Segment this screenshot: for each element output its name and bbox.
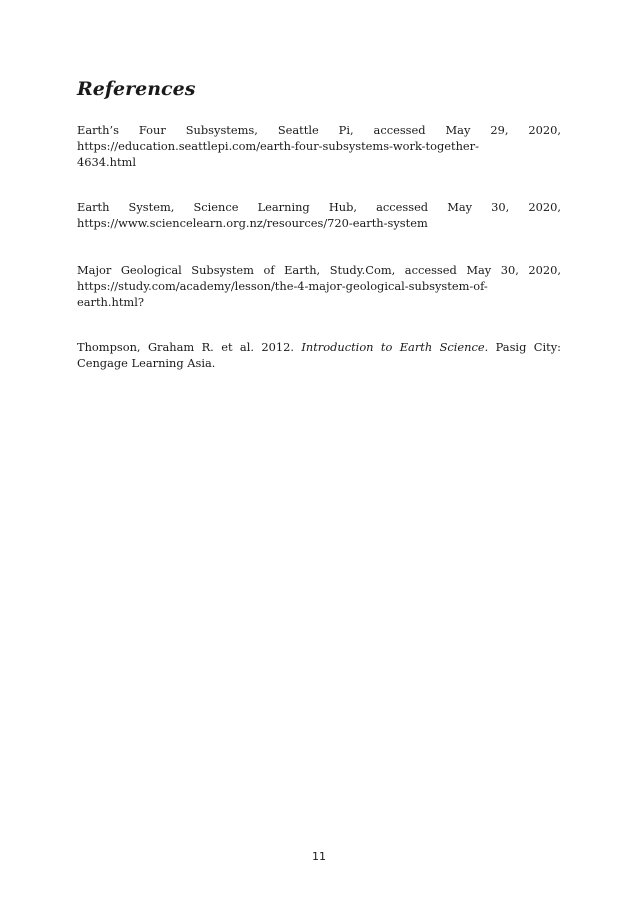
- reference-url-line: https://www.sciencelearn.org.nz/resources/720-earth-system: [77, 216, 428, 230]
- reference-entry: [77, 262, 561, 310]
- reference-url-line: 4634.html: [77, 155, 136, 169]
- reference-authors: Thompson, Graham R. et al. 2012.: [77, 340, 302, 354]
- references-heading: References: [77, 78, 196, 100]
- reference-line: [77, 339, 561, 355]
- reference-publisher-line: Cengage Learning Asia.: [77, 356, 216, 370]
- reference-line: Earth’s Four Subsystems, Seattle Pi, accessed May 29, 2020,: [77, 123, 561, 137]
- book-title: Introduction to Earth Science.: [301, 340, 489, 354]
- page-number: 11: [312, 850, 326, 863]
- reference-line: Major Geological Subsystem of Earth, Study.Com, accessed May 30, 2020,: [77, 263, 561, 277]
- reference-url-line: earth.html?: [77, 295, 144, 309]
- reference-url-line: https://education.seattlepi.com/earth-four-subsystems-work-together-: [77, 139, 479, 153]
- reference-entry: [77, 199, 561, 231]
- reference-entry: [77, 339, 561, 371]
- reference-publisher-place: Pasig City:: [488, 340, 561, 354]
- reference-entry: [77, 122, 561, 170]
- reference-line: Earth System, Science Learning Hub, accessed May 30, 2020,: [77, 200, 561, 214]
- reference-url-line: https://study.com/academy/lesson/the-4-major-geological-subsystem-of-: [77, 279, 488, 293]
